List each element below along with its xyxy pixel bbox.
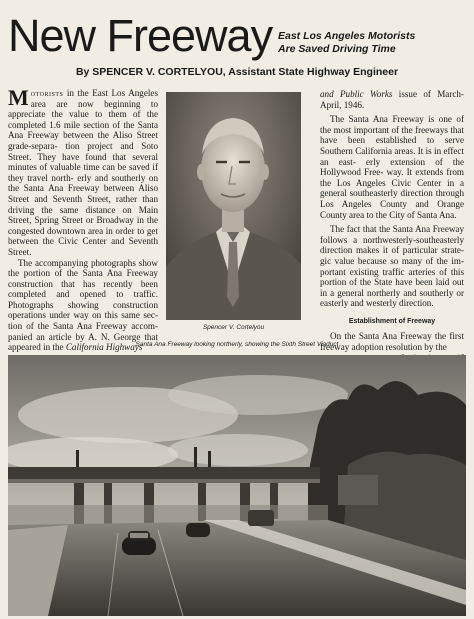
left-p2-line: been completed and opened to traffic. xyxy=(8,278,158,300)
left-p1-line: time can be saved if they travel north- xyxy=(8,162,158,183)
right-p2-line: in a general northerly and southerly or xyxy=(320,287,464,298)
portrait-illustration xyxy=(166,92,301,320)
left-p1-line: between the Aliso Street grade-separa- xyxy=(8,130,158,151)
right-paragraph-2 xyxy=(320,224,464,309)
left-p1-line: Seventh Street, rather than driving the xyxy=(8,193,158,215)
portrait-caption: Spencer V. Cortelyou xyxy=(202,324,265,331)
right-p1-line: direction through Los Angeles County xyxy=(320,188,465,209)
magazine-title: California Highways xyxy=(65,342,143,353)
left-p2-line: Photographs showing construction xyxy=(8,299,158,310)
left-last-line-prefix: appeared in the xyxy=(8,342,66,353)
dropcap: M xyxy=(8,85,29,110)
left-p1-line: found that several minutes of valuable xyxy=(8,151,158,173)
right-p1-line: erly extension of the Hollywood Free- xyxy=(320,156,465,178)
freeway-photo xyxy=(8,355,466,616)
right-p2-line: direction makes it of particular strate- xyxy=(320,245,464,256)
left-p1-line: the Civic Center and Seventh Street. xyxy=(8,236,158,257)
lead-word: otorists xyxy=(30,88,64,98)
right-second-line: April, 1946. xyxy=(320,99,365,110)
right-paragraph-0 xyxy=(320,89,464,110)
right-p2-line: portion of the State have been laid out xyxy=(320,277,464,288)
right-p1-line: Santa Ana. xyxy=(417,209,457,220)
left-p2-line: tion of the Santa Ana Freeway accom- xyxy=(8,321,158,332)
subtitle-line-2: Are Saved Driving Time xyxy=(278,43,396,55)
left-p2-line: show the portion of the Santa Ana xyxy=(8,257,158,279)
article-subtitle xyxy=(278,30,468,56)
left-p1-line: Street or Broadway in the congested xyxy=(8,215,158,236)
right-first-line-rest: issue of March- xyxy=(392,89,464,99)
left-paragraph-1 xyxy=(8,85,158,258)
right-p2-line: gic value because so many of the im- xyxy=(320,255,464,266)
left-p1-line: same distance on Main Street, Spring xyxy=(8,204,158,226)
right-p1-line: The Santa Ana Freeway is one of the xyxy=(320,114,464,135)
left-p1-line: erly and southerly on the Santa Ana xyxy=(8,172,158,194)
left-paragraph-2 xyxy=(8,258,158,353)
byline: By SPENCER V. CORTELYOU, Assistant State Highway Engineer xyxy=(75,66,399,78)
article-title: New Freeway xyxy=(8,10,273,61)
right-p3-line: On the Santa Ana Freeway the first xyxy=(330,331,464,342)
right-p1-line: way. It extends from the Los Angeles xyxy=(320,167,465,188)
photo-caption: Santa Ana Freeway looking northerly, showing the Sixth Street Viaduct xyxy=(135,341,339,348)
left-p2-line: panied an article by A. N. George that xyxy=(8,331,158,342)
left-p1-line: Freeway between Aliso Street and xyxy=(8,183,158,204)
left-p1-line: area are now beginning to appreciate xyxy=(8,98,158,120)
right-p2-line: The fact that the Santa Ana Freeway xyxy=(330,224,464,235)
magazine-title-cont: and Public Works xyxy=(320,89,393,99)
left-p1-line: downtown area in order to get between xyxy=(8,225,158,247)
right-p1-line: have been established to serve Southern xyxy=(320,135,464,156)
left-p1-line: in the East Los Angeles xyxy=(66,88,158,98)
right-p1-line: most important of the freeways that xyxy=(333,124,464,135)
right-p1-line: Civic Center in a general southeasterly xyxy=(320,177,464,199)
section-heading: Establishment of Freeway xyxy=(348,317,436,325)
left-p1-line: the value to them of the completed 1.6 xyxy=(8,109,158,130)
freeway-illustration xyxy=(8,355,466,616)
left-column xyxy=(8,85,158,353)
right-p2-line: follows a northwesterly-southeasterly xyxy=(320,234,464,245)
portrait-photo xyxy=(166,92,301,320)
left-p1-line: tion project and Soto Street. They have xyxy=(8,140,158,162)
right-p1-line: and Orange County area to the City of xyxy=(320,198,464,220)
subtitle-line-1: East Los Angeles Motorists xyxy=(278,30,416,42)
left-p2-line: Freeway construction that has recently xyxy=(8,268,158,289)
left-p1-line: mile section of the Santa Ana Freeway xyxy=(8,119,158,141)
left-p2-line: The accompanying photographs xyxy=(18,257,136,268)
right-p2-line: easterly and westerly direction. xyxy=(320,298,434,309)
right-p1-line: California areas. It is in effect an east- xyxy=(320,145,464,167)
right-p3-line: freeway adoption resolution by the xyxy=(320,342,447,353)
left-p2-line: operations under way on this same sec- xyxy=(8,310,158,321)
right-column xyxy=(320,89,464,363)
right-paragraph-1 xyxy=(320,114,464,220)
right-p2-line: portant existing traffic arteries of this xyxy=(320,266,464,277)
